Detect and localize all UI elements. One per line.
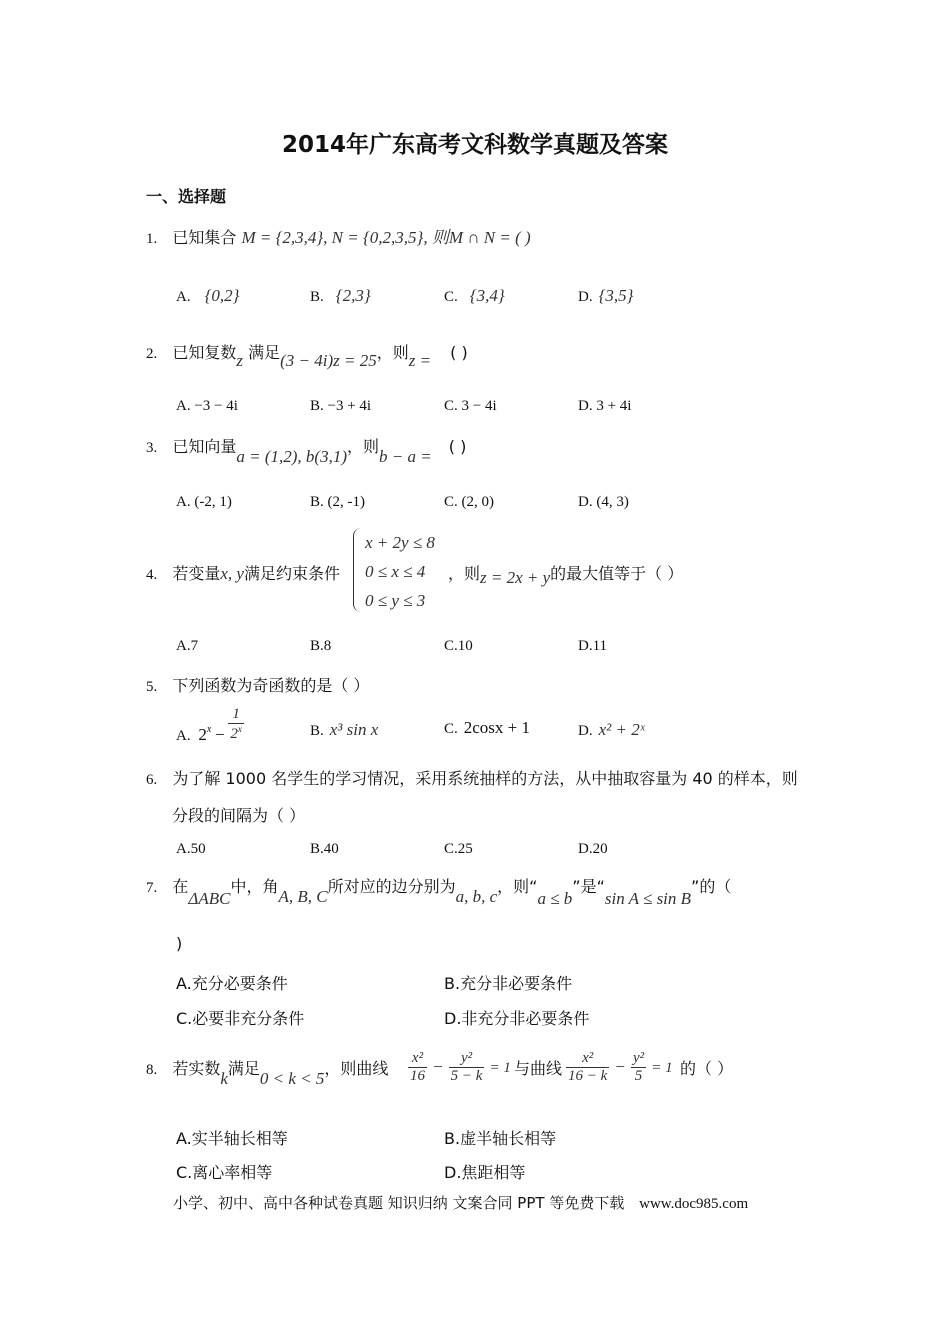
option-d: D.非充分非必要条件 [444,1009,590,1028]
question-text: 已知集合 [172,228,237,247]
constraint-3: 0 ≤ y ≤ 3 [365,591,426,610]
question-7: 7. 在ΔABC中，角A, B, C所对应的边分别为a, b, c，则“a ≤ b”是“sin A ≤ sin B”的（ [146,877,732,908]
option-d: D. 3 + 4i [578,398,632,414]
question-8-mid: 与曲线 [514,1059,563,1078]
option-b: B.40 [310,841,339,857]
option-b: B.8 [310,638,332,654]
option-d: D.20 [578,841,608,857]
option-c: C.离心率相等 [176,1163,273,1182]
question-number: 7. [146,880,158,896]
footer-text: 小学、初中、高中各种试卷真题 知识归纳 文案合同 PPT 等免费下载 [173,1194,625,1212]
option-d: D. x² + 2ˣ [578,720,645,739]
option-b: B.虚半轴长相等 [444,1129,557,1148]
hyperbola-2: $\frac{\text{x²}}{16 - k}$ − $\frac{\text{y²}}{5}$ = 1 [568,1050,673,1084]
constraint-2: 0 ≤ x ≤ 4 [365,562,426,581]
question-number: 3. [146,440,158,456]
option-d: D.11 [578,638,608,654]
option-b: B. x³ sin x [310,720,379,739]
question-number: 8. [146,1062,158,1078]
question-text: 为了解 1000 名学生的学习情况，采用系统抽样的方法，从中抽取容量为 40 的样本，则 [172,769,798,788]
option-c: C.必要非充分条件 [176,1009,305,1028]
option-b: B. {2,3} [310,286,371,305]
question-4: 4. 若变量x, y满足约束条件 [146,564,340,583]
footer-url[interactable]: www.doc985.com [639,1196,749,1212]
question-7-line2: ) [176,934,183,953]
question-8: 8. 若实数k满足0 < k < 5，则曲线 [146,1059,389,1088]
question-5 [146,673,369,696]
option-a: A. −3 − 4i [176,398,238,414]
section-heading: 一、选择题 [146,187,227,206]
question-6 [146,766,798,789]
option-d: D. (4, 3) [578,494,629,510]
option-c: C. 3 − 4i [444,398,497,414]
option-b: B. −3 + 4i [310,398,372,414]
math-expression: M = {2,3,4}, N = {0,2,3,5}, 则M ∩ N = ( ) [241,228,531,247]
question-4-tail: ，则z = 2x + y的最大值等于（ ） [448,564,684,587]
question-2: 2. 已知复数z 满足(3 − 4i)z = 25，则z = ( ) [146,343,468,370]
option-c: C. (2, 0) [444,494,494,510]
option-c: C.10 [444,638,473,654]
constraint-1: x + 2y ≤ 8 [365,533,435,552]
page-title: 2014年广东高考文科数学真题及答案 [281,132,668,158]
option-b: B. (2, -1) [310,494,365,510]
hyperbola-1: $\frac{\text{x²}}{16}$ − $\frac{\text{y²}}{5 - k}$ = 1 [410,1050,511,1084]
option-b: B.充分非必要条件 [444,974,573,993]
question-1 [146,223,531,248]
question-number: 2. [146,346,158,362]
option-a: A.50 [176,841,206,857]
option-d: D. {3,5} [578,286,634,305]
question-number: 5. [146,679,158,695]
option-a: A.实半轴长相等 [176,1129,288,1148]
question-text: 下列函数为奇函数的是（ ） [172,676,370,695]
option-c: C. 2cosx + 1 [444,718,531,737]
option-a: A. (-2, 1) [176,494,232,510]
question-3: 3. 已知向量a = (1,2), b(3,1)，则b − a = ( ) [146,437,467,466]
option-c: C. {3,4} [444,286,505,305]
question-number: 4. [146,567,158,583]
question-6-line2: 分段的间隔为（ ） [172,806,306,825]
footer [173,1192,748,1213]
option-a: A. 2$^x$ − $\frac{1}{2^x}$ [176,706,242,744]
option-a: A.7 [176,638,199,654]
question-number: 1. [146,231,158,247]
option-a: A.充分必要条件 [176,974,288,993]
question-number: 6. [146,772,158,788]
option-a: A. {0,2} [176,286,240,305]
option-d: D.焦距相等 [444,1163,526,1182]
question-8-tail: 的（ ） [680,1059,734,1078]
option-c: C.25 [444,841,473,857]
